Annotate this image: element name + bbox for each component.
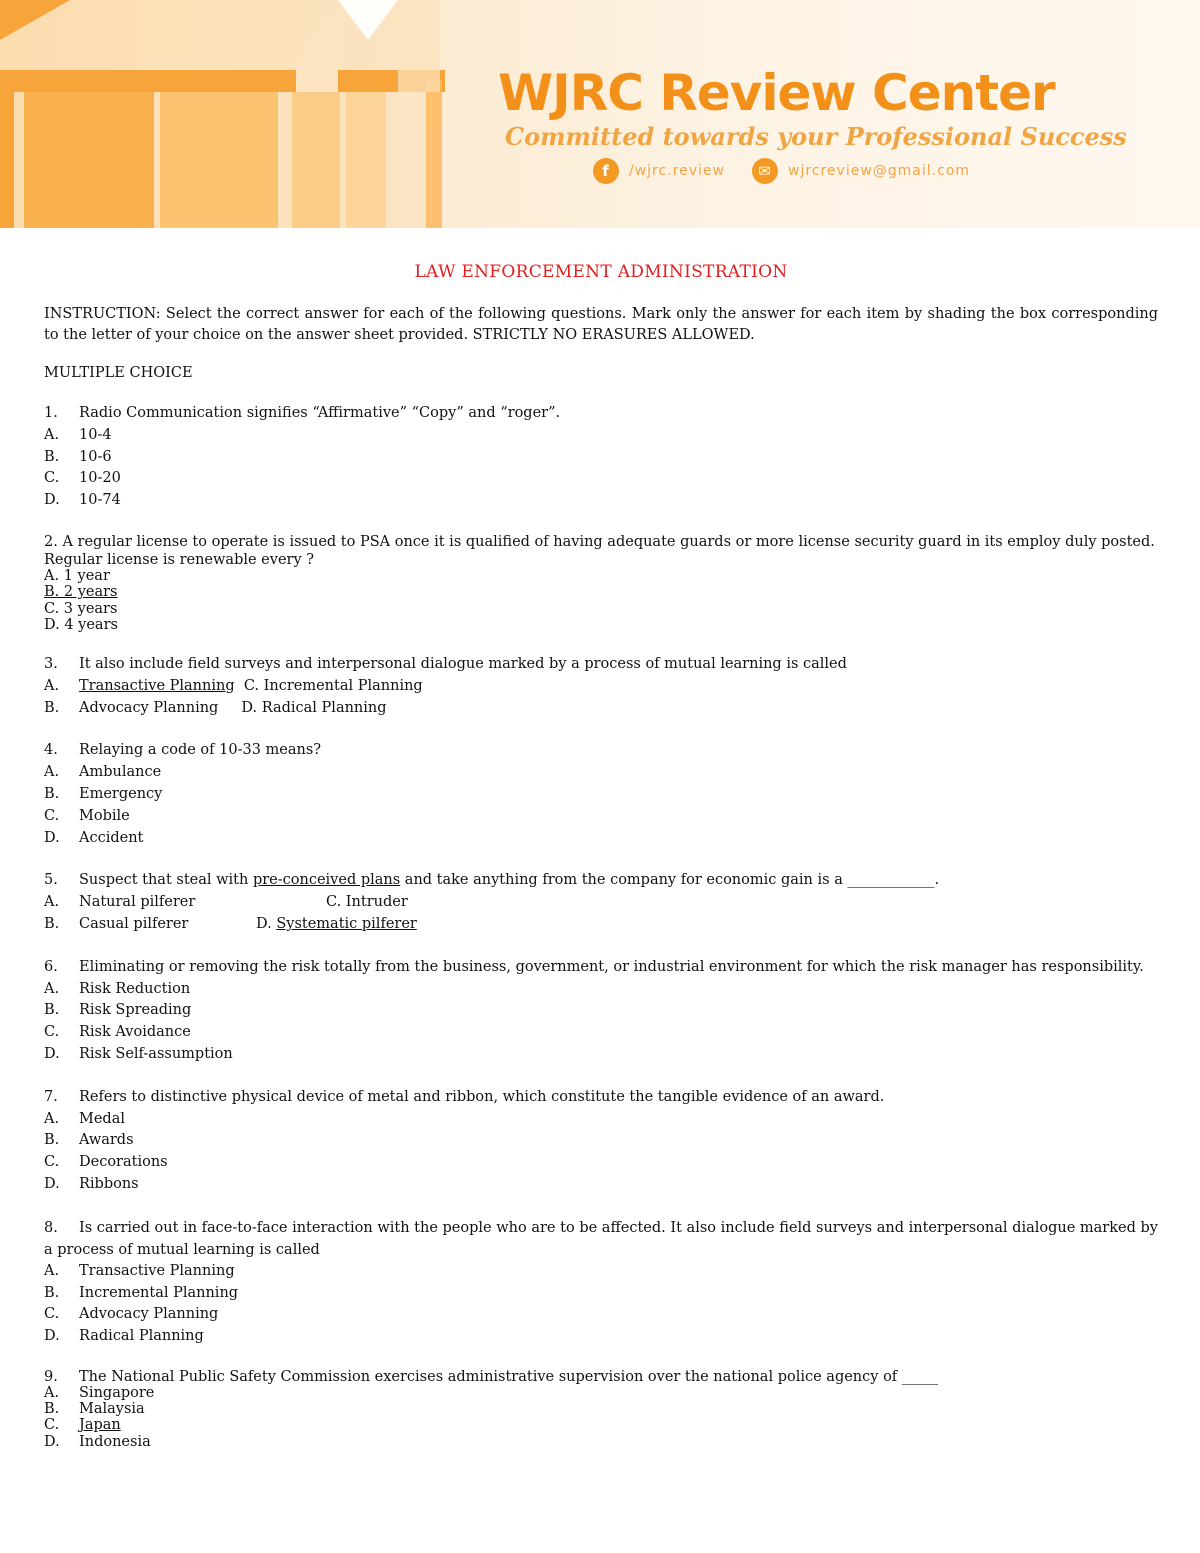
question-text: Refers to distinctive physical device of metal and ribbon, which constitute the tangible evidence of an award. bbox=[79, 1088, 885, 1105]
option-c: C. Decorations bbox=[44, 1154, 168, 1171]
option-a: A. Ambulance bbox=[44, 764, 162, 781]
option-a: A. Singapore bbox=[44, 1385, 155, 1402]
page-title: LAW ENFORCEMENT ADMINISTRATION bbox=[414, 262, 788, 282]
option-b: B. Awards bbox=[44, 1132, 134, 1149]
option-c: C. 3 years bbox=[44, 600, 118, 617]
question-text-cont: Regular license is renewable every ? bbox=[44, 551, 315, 568]
option-d: D. Indonesia bbox=[44, 1433, 151, 1450]
question-5: 5. Suspect that steal with pre-conceived plans and take anything from the company for economic gain is a ____________. A. Natural pilferer C. Intruder B. Casual pilferer D. Systematic pilferer bbox=[44, 870, 1158, 935]
option-b: B. 10-6 bbox=[44, 448, 112, 465]
option-row-1: A. Transactive Planning C. Incremental Planning bbox=[44, 677, 423, 694]
instruction-text: Select the correct answer for each of the following questions. Mark only the answer for each item by shading the box corresponding to the letter of your choice on the answer sheet provided. bbox=[44, 306, 1158, 343]
option-c: C. Advocacy Planning bbox=[44, 1306, 219, 1323]
question-text: Suspect that steal with pre-conceived plans and take anything from the company for economic gain is a ____________. bbox=[79, 872, 940, 889]
document-body bbox=[44, 262, 1158, 1471]
email-address: wjrcreview@gmail.com bbox=[788, 163, 971, 179]
option-c: C. Intruder bbox=[326, 894, 408, 911]
option-a: Transactive Planning bbox=[79, 677, 235, 694]
option-a: A. Medal bbox=[44, 1110, 125, 1127]
facebook-handle: /wjrc.review bbox=[629, 163, 725, 179]
option-a: A. 1 year bbox=[44, 568, 110, 585]
question-1: 1. Radio Communication signifies “Affirmative” “Copy” and “roger”. A. 10-4 B. 10-6 C. 10-20 D. 10-74 bbox=[44, 403, 1158, 512]
option-row-2: B. Advocacy Planning D. Radical Planning bbox=[44, 699, 387, 716]
option-b: Casual pilferer bbox=[79, 915, 189, 932]
question-text: Eliminating or removing the risk totally from the business, government, or industrial environment for which the risk manager has responsibility. bbox=[79, 958, 1144, 975]
section-heading: MULTIPLE CHOICE bbox=[44, 365, 193, 381]
option-d: D. 4 years bbox=[44, 616, 118, 633]
question-text: 2. A regular license to operate is issued to PSA once it is qualified of having adequate guards or more license security guard in its employ duly posted. bbox=[44, 533, 1155, 550]
option-b: B. 2 years bbox=[44, 584, 118, 601]
option-row-2: B. Casual pilferer D. Systematic pilferer bbox=[44, 914, 1158, 936]
question-9: 9. The National Public Safety Commission exercises administrative supervision over the national police agency of _____ A. Singapore B. Malaysia C. Japan D. Indonesia bbox=[44, 1369, 1158, 1450]
question-3: 3. It also include field surveys and interpersonal dialogue marked by a process of mutual learning is called A. Transactive Planning C. Incremental Planning B. Advocacy Planning D. Radical Planning bbox=[44, 654, 1158, 719]
instruction-emphasis: STRICTLY NO ERASURES ALLOWED. bbox=[472, 327, 755, 343]
option-b: B. Risk Spreading bbox=[44, 1002, 192, 1019]
facebook-contact[interactable] bbox=[593, 158, 725, 184]
instruction-paragraph bbox=[44, 304, 1158, 346]
facebook-icon: f bbox=[593, 158, 619, 184]
option-a: A. 10-4 bbox=[44, 426, 112, 443]
header-banner bbox=[0, 0, 1200, 228]
instruction-label: INSTRUCTION: bbox=[44, 306, 161, 322]
option-a: A. Risk Reduction bbox=[44, 980, 191, 997]
option-d: D. Radical Planning bbox=[44, 1328, 204, 1345]
option-c: C. Risk Avoidance bbox=[44, 1024, 191, 1041]
option-a: Natural pilferer bbox=[79, 894, 196, 911]
question-text: Relaying a code of 10-33 means? bbox=[79, 742, 322, 759]
option-c: C. Mobile bbox=[44, 807, 130, 824]
question-text: 8. Is carried out in face-to-face interaction with the people who are to be affected. It also include field surveys and interpersonal dialogue marked by a process of mutual learning is called bbox=[44, 1219, 1158, 1258]
brand-tagline: Committed towards your Professional Success bbox=[505, 122, 1127, 151]
question-7: 7. Refers to distinctive physical device of metal and ribbon, which constitute the tangible evidence of an award. A. Medal B. Awards C. Decorations D. Ribbons bbox=[44, 1087, 1158, 1196]
brand-title: WJRC Review Center bbox=[498, 64, 1055, 122]
option-d: D. Ribbons bbox=[44, 1175, 139, 1192]
question-8 bbox=[44, 1217, 1158, 1348]
option-b: B. Emergency bbox=[44, 785, 163, 802]
option-d: D. Radical Planning bbox=[241, 699, 387, 716]
option-b: B. Malaysia bbox=[44, 1401, 145, 1418]
option-a: A. Transactive Planning bbox=[44, 1262, 235, 1279]
email-contact[interactable] bbox=[752, 158, 970, 184]
question-text: The National Public Safety Commission exercises administrative supervision over the national police agency of _____ bbox=[79, 1368, 939, 1385]
option-b: B. Incremental Planning bbox=[44, 1284, 239, 1301]
question-text: Radio Communication signifies “Affirmative” “Copy” and “roger”. bbox=[79, 405, 561, 421]
question-6: 6. Eliminating or removing the risk totally from the business, government, or industrial environment for which the risk manager has responsibility. A. Risk Reduction B. Risk Spreading C. Risk Avoidance D. Risk Self-assumption bbox=[44, 957, 1158, 1066]
question-2 bbox=[44, 533, 1158, 633]
option-b: Advocacy Planning bbox=[79, 699, 219, 716]
option-c: C. 10-20 bbox=[44, 470, 121, 487]
option-c: C. Japan bbox=[44, 1417, 121, 1434]
option-d: D. Systematic pilferer bbox=[256, 915, 417, 932]
mail-icon: ✉ bbox=[752, 158, 778, 184]
option-d: D. Risk Self-assumption bbox=[44, 1045, 233, 1062]
question-text: It also include field surveys and interpersonal dialogue marked by a process of mutual learning is called bbox=[79, 656, 847, 672]
option-d: D. 10-74 bbox=[44, 492, 121, 509]
option-row-1: A. Natural pilferer C. Intruder bbox=[44, 892, 1158, 914]
option-c: C. Incremental Planning bbox=[243, 677, 423, 694]
question-4: 4. Relaying a code of 10-33 means? A. Ambulance B. Emergency C. Mobile D. Accident bbox=[44, 740, 1158, 849]
option-d: D. Accident bbox=[44, 829, 144, 846]
